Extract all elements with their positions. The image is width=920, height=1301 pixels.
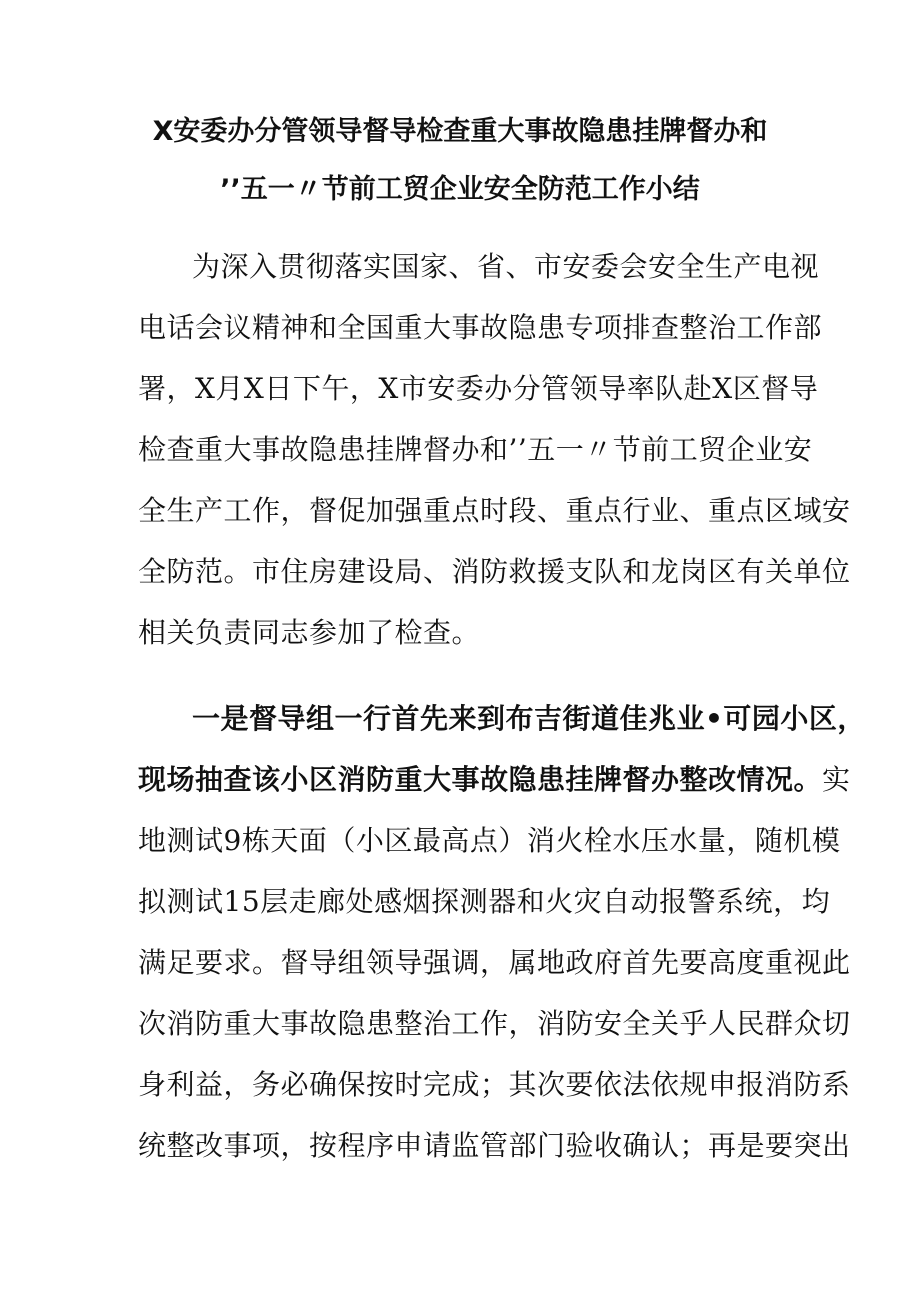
paragraph-2-line-5: 满足要求。督导组领导强调，属地政府首先要高度重视此 [138,946,851,979]
paragraph-1-line-7: 相关负责同志参加了检查。 [138,616,481,649]
paragraph-2-line-6: 次消防重大事故隐患整治工作，消防安全关乎人民群众切 [138,1007,851,1040]
paragraph-1-line-4: 检查重大事故隐患挂牌督办和’’五一〃节前工贸企业安 [138,433,813,466]
document-title-line-2: ’’五一〃节前工贸企业安全防范工作小结 [220,174,700,205]
paragraph-1-line-1: 为深入贯彻落实国家、省、市安委会安全生产电视 [192,250,820,283]
paragraph-2-line-8: 统整改事项，按程序申请监管部门验收确认；再是要突出 [138,1129,851,1162]
paragraph-1-line-6: 全防范。市住房建设局、消防救援支队和龙岗区有关单位 [138,555,851,588]
paragraph-2-line-2 [138,760,851,800]
paragraph-1-line-3: 署，X月X日下午，X市安委办分管领导率队赴X区督导 [138,372,819,405]
paragraph-2-line-2-regular: 实 [822,763,851,796]
paragraph-2-line-7: 身利益，务必确保按时完成；其次要依法依规申报消防系 [138,1068,851,1101]
document-title-line-1: X安委办分管领导督导检查重大事故隐患挂牌督办和 [152,116,768,147]
paragraph-2-line-1: 一是督导组一行首先来到布吉街道佳兆业•可园小区， [192,702,866,735]
paragraph-2-line-2-bold: 现场抽查该小区消防重大事故隐患挂牌督办整改情况。 [138,763,823,796]
paragraph-1-line-2: 电话会议精神和全国重大事故隐患专项排查整治工作部 [138,311,823,344]
paragraph-1-line-5: 全生产工作，督促加强重点时段、重点行业、重点区域安 [138,494,851,527]
paragraph-2-line-4: 拟测试15层走廊处感烟探测器和火灾自动报警系统，均 [138,885,831,918]
paragraph-2-line-3: 地测试9栋天面（小区最高点）消火栓水压水量，随机模 [138,824,841,857]
